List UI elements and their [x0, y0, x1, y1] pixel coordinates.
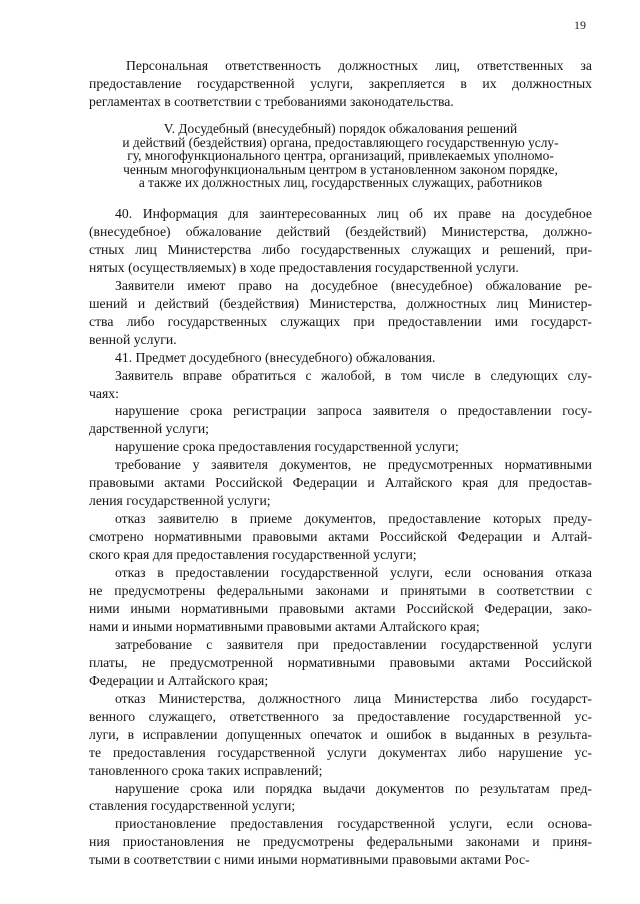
text-line: нарушение срока предоставления государственной услуги; — [115, 439, 459, 455]
text-line: затребование с заявителя при предоставлении государственной услуги — [115, 636, 592, 652]
heading-line: ченным многофункциональным центром в установленном законом порядке, — [123, 161, 558, 177]
text-line: ния приостановления не предусмотрены федеральными законами и приня- — [89, 834, 592, 850]
body-paragraph — [89, 349, 592, 367]
text-line: венной услуги. — [89, 331, 177, 347]
body-paragraph — [89, 402, 592, 438]
body-paragraph — [89, 367, 592, 403]
text-line: нарушение срока регистрации запроса заявителя о предоставлении госу- — [115, 403, 592, 419]
body-paragraph — [89, 438, 592, 456]
text-line: (внесудебное) обжалование действий (бездействий) Министерства, должно- — [89, 223, 592, 239]
text-line: требование у заявителя документов, не предусмотренных нормативными — [115, 457, 592, 473]
text-line: правовыми актами Российской Федерации и Алтайского края для предостав- — [89, 475, 592, 491]
text-line: ними иными нормативными правовыми актами Российской Федерации, зако- — [89, 600, 592, 616]
text-line: ства либо государственных служащих при предоставлении ими государст- — [89, 313, 592, 329]
text-line: нарушение срока или порядка выдачи документов по результатам пред- — [115, 780, 592, 796]
body-paragraph — [89, 636, 592, 690]
text-line: дарственной услуги; — [89, 421, 209, 437]
text-line: луги, в исправлении допущенных опечаток и ошибок в выданных в результа- — [89, 726, 592, 742]
body-paragraph — [89, 456, 592, 510]
text-line: 41. Предмет досудебного (внесудебного) обжалования. — [115, 349, 436, 365]
text-line: ставления государственной услуги; — [89, 798, 296, 814]
text-line: приостановление предоставления государственной услуги, если основа- — [115, 816, 592, 832]
text-line: платы, не предусмотренной нормативными правовыми актами Российской — [89, 654, 592, 670]
text-line: не предусмотрены федеральными законами и принятыми в соответствии с — [89, 583, 592, 599]
text-line: предоставление государственной услуги, закрепляется в их должностных — [89, 75, 592, 91]
body-paragraph — [89, 205, 592, 277]
text-line: стных лиц Министерства либо государственных служащих и решений, при- — [89, 241, 592, 257]
page-number: 19 — [574, 18, 586, 32]
text-line: нами и иными нормативными правовыми актами Алтайского края; — [89, 618, 480, 634]
heading-line: V. Досудебный (внесудебный) порядок обжалования решений — [163, 121, 518, 136]
body-paragraph — [89, 815, 592, 869]
body-paragraph — [89, 690, 592, 780]
text-line: шений и действий (бездействия) Министерства, должностных лиц Министер- — [89, 295, 592, 311]
heading-line: гу, многофункционального центра, организаций, привлекаемых уполномо- — [127, 148, 554, 164]
body-paragraph — [89, 277, 592, 349]
text-line: отказ Министерства, должностного лица Министерства либо государст- — [115, 690, 592, 706]
body-text — [89, 205, 592, 869]
intro-paragraph — [89, 57, 592, 110]
text-line: ского края для предоставления государственной услуги; — [89, 547, 417, 563]
text-line: Персональная ответственность должностных лиц, ответственных за — [126, 58, 592, 73]
body-paragraph — [89, 780, 592, 816]
text-line: 40. Информация для заинтересованных лиц об их праве на досудебное — [115, 206, 592, 221]
text-line: чаях: — [89, 385, 119, 401]
text-line: отказ заявителю в приеме документов, предоставление которых преду- — [115, 511, 592, 527]
body-paragraph — [89, 564, 592, 636]
text-line: Федерации и Алтайского края; — [89, 672, 269, 688]
heading-line: а также их должностных лиц, государственных служащих, работников — [138, 175, 543, 191]
text-line: тыми в соответствии с ними иными нормативными правовыми актами Рос- — [89, 852, 530, 868]
text-line: нятых (осуществляемых) в ходе предоставления государственной услуги. — [89, 259, 519, 275]
text-line: ления государственной услуги; — [89, 493, 271, 509]
section-heading — [89, 122, 592, 190]
text-line: венного служащего, ответственного за предоставление государственной ус- — [89, 708, 592, 724]
heading-line: и действий (бездействия) органа, предоставляющего государственную услу- — [122, 134, 559, 150]
text-line: Заявители имеют право на досудебное (внесудебное) обжалование ре- — [115, 277, 592, 293]
text-line: тановленного срока таких исправлений; — [89, 762, 323, 778]
text-line: отказ в предоставлении государственной услуги, если основания отказа — [115, 565, 592, 581]
text-line: Заявитель вправе обратиться с жалобой, в том числе в следующих слу- — [115, 367, 592, 383]
text-line: смотрено нормативными правовыми актами Российской Федерации и Алтай- — [89, 529, 592, 545]
body-paragraph — [89, 510, 592, 564]
text-line: регламентах в соответствии с требованиями законодательства. — [89, 93, 454, 109]
text-line: те предоставления государственной услуги документах либо нарушение ус- — [89, 744, 592, 760]
